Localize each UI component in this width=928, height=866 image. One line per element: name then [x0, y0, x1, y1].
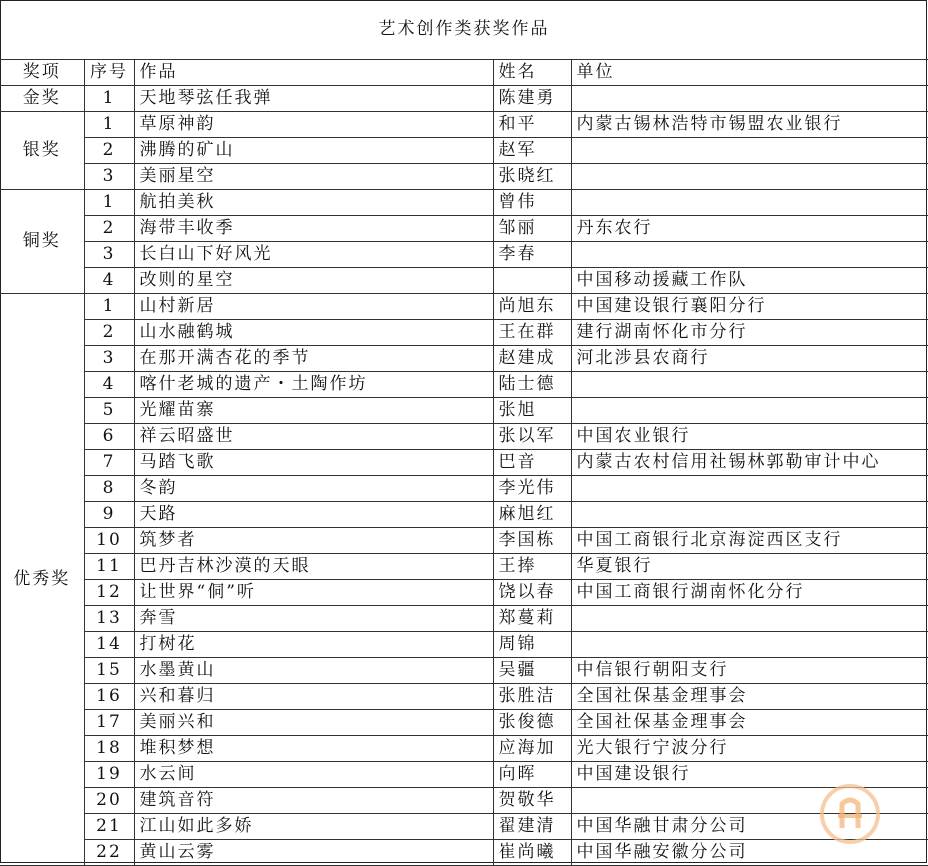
table-row — [0, 710, 928, 736]
table-row — [0, 606, 928, 632]
num-cell: 11 — [84, 554, 134, 580]
unit-cell — [571, 164, 928, 190]
name-cell: 陆士德 — [493, 372, 571, 398]
name-cell: 郑蔓莉 — [493, 606, 571, 632]
unit-cell: 内蒙古农村信用社锡林郭勒审计中心 — [571, 450, 928, 476]
name-cell: 张胜洁 — [493, 684, 571, 710]
num-cell: 5 — [84, 398, 134, 424]
awards-table — [0, 59, 928, 866]
work-cell: 美丽星空 — [134, 164, 493, 190]
name-cell: 曾伟 — [493, 190, 571, 216]
num-cell: 1 — [84, 190, 134, 216]
name-cell: 吴疆 — [493, 658, 571, 684]
work-cell: 天地琴弦任我弹 — [134, 86, 493, 112]
table-row — [0, 424, 928, 450]
table-row — [0, 632, 928, 658]
work-cell: 天路 — [134, 502, 493, 528]
name-cell: 和平 — [493, 112, 571, 138]
num-cell: 1 — [84, 112, 134, 138]
work-cell: 筑梦者 — [134, 528, 493, 554]
table-row — [0, 164, 928, 190]
table-row — [0, 762, 928, 788]
name-cell: 王捧 — [493, 554, 571, 580]
table-row — [0, 684, 928, 710]
num-cell: 10 — [84, 528, 134, 554]
name-cell: 张俊德 — [493, 710, 571, 736]
work-cell: 草原神韵 — [134, 112, 493, 138]
name-cell: 张晓红 — [493, 164, 571, 190]
name-cell: 张以军 — [493, 424, 571, 450]
name-cell: 周锦 — [493, 632, 571, 658]
num-cell: 12 — [84, 580, 134, 606]
name-cell: 贺敬华 — [493, 788, 571, 814]
num-cell: 15 — [84, 658, 134, 684]
num-cell: 21 — [84, 814, 134, 840]
work-cell: 水墨黄山 — [134, 658, 493, 684]
table-row — [0, 554, 928, 580]
unit-cell: 内蒙古锡林浩特市锡盟农业银行 — [571, 112, 928, 138]
num-cell: 2 — [84, 216, 134, 242]
unit-cell: 中国工商银行湖南怀化分行 — [571, 580, 928, 606]
table-header-row — [0, 60, 928, 86]
work-cell: 沸腾的矿山 — [134, 138, 493, 164]
table-row — [0, 216, 928, 242]
unit-cell: 全国社保基金理事会 — [571, 710, 928, 736]
award-cell: 铜奖 — [0, 190, 84, 294]
unit-cell — [571, 86, 928, 112]
table-row — [0, 190, 928, 216]
work-cell: 山水融鹤城 — [134, 320, 493, 346]
unit-cell — [571, 476, 928, 502]
table-row — [0, 294, 928, 320]
num-cell: 2 — [84, 320, 134, 346]
unit-cell: 中国建设银行襄阳分行 — [571, 294, 928, 320]
name-cell: 尚旭东 — [493, 294, 571, 320]
name-cell: 麻旭红 — [493, 502, 571, 528]
header-work: 作品 — [134, 60, 493, 86]
work-cell: 奔雪 — [134, 606, 493, 632]
header-num: 序号 — [84, 60, 134, 86]
table-row — [0, 814, 928, 840]
unit-cell: 中国农业银行 — [571, 424, 928, 450]
table-row — [0, 112, 928, 138]
name-cell: 赵建成 — [493, 346, 571, 372]
num-cell: 13 — [84, 606, 134, 632]
work-cell: 打树花 — [134, 632, 493, 658]
unit-cell — [571, 632, 928, 658]
work-cell: 兴和暮归 — [134, 684, 493, 710]
logo-watermark-icon — [818, 782, 882, 846]
num-cell: 20 — [84, 788, 134, 814]
table-row — [0, 476, 928, 502]
header-unit: 单位 — [571, 60, 928, 86]
table-row — [0, 346, 928, 372]
num-cell: 1 — [84, 294, 134, 320]
num-cell: 7 — [84, 450, 134, 476]
unit-cell: 中国华融安徽分公司 — [571, 840, 928, 866]
unit-cell: 建行湖南怀化市分行 — [571, 320, 928, 346]
num-cell: 17 — [84, 710, 134, 736]
work-cell: 喀什老城的遗产・土陶作坊 — [134, 372, 493, 398]
name-cell: 李国栋 — [493, 528, 571, 554]
unit-cell: 华夏银行 — [571, 554, 928, 580]
unit-cell — [571, 502, 928, 528]
name-cell: 陈建勇 — [493, 86, 571, 112]
num-cell: 16 — [84, 684, 134, 710]
num-cell: 4 — [84, 268, 134, 294]
table-row — [0, 840, 928, 866]
work-cell: 航拍美秋 — [134, 190, 493, 216]
num-cell: 22 — [84, 840, 134, 866]
work-cell: 海带丰收季 — [134, 216, 493, 242]
work-cell: 江山如此多娇 — [134, 814, 493, 840]
work-cell: 祥云昭盛世 — [134, 424, 493, 450]
work-cell: 冬韵 — [134, 476, 493, 502]
table-row — [0, 450, 928, 476]
name-cell: 张旭 — [493, 398, 571, 424]
work-cell: 堆积梦想 — [134, 736, 493, 762]
table-row — [0, 242, 928, 268]
unit-cell — [571, 138, 928, 164]
work-cell: 光耀苗寨 — [134, 398, 493, 424]
table-row — [0, 268, 928, 294]
award-cell: 银奖 — [0, 112, 84, 190]
table-row — [0, 736, 928, 762]
name-cell: 饶以春 — [493, 580, 571, 606]
num-cell: 6 — [84, 424, 134, 450]
num-cell: 4 — [84, 372, 134, 398]
name-cell: 巴音 — [493, 450, 571, 476]
table-row — [0, 528, 928, 554]
unit-cell: 全国社保基金理事会 — [571, 684, 928, 710]
table-row — [0, 658, 928, 684]
name-cell: 邹丽 — [493, 216, 571, 242]
table-row — [0, 788, 928, 814]
name-cell: 王在群 — [493, 320, 571, 346]
page-title: 艺术创作类获奖作品 — [378, 19, 550, 39]
name-cell: 崔尚曦 — [493, 840, 571, 866]
work-cell: 巴丹吉林沙漠的天眼 — [134, 554, 493, 580]
work-cell: 水云间 — [134, 762, 493, 788]
work-cell: 黄山云雾 — [134, 840, 493, 866]
work-cell: 在那开满杏花的季节 — [134, 346, 493, 372]
work-cell: 长白山下好风光 — [134, 242, 493, 268]
unit-cell: 光大银行宁波分行 — [571, 736, 928, 762]
work-cell: 美丽兴和 — [134, 710, 493, 736]
work-cell: 山村新居 — [134, 294, 493, 320]
award-cell: 金奖 — [0, 86, 84, 112]
unit-cell — [571, 606, 928, 632]
unit-cell: 河北涉县农商行 — [571, 346, 928, 372]
num-cell: 3 — [84, 242, 134, 268]
header-award: 奖项 — [0, 60, 84, 86]
name-cell — [493, 268, 571, 294]
unit-cell — [571, 398, 928, 424]
table-row — [0, 320, 928, 346]
header-name: 姓名 — [493, 60, 571, 86]
work-cell: 让世界“侗”听 — [134, 580, 493, 606]
name-cell: 李光伟 — [493, 476, 571, 502]
table-row — [0, 372, 928, 398]
table-row — [0, 398, 928, 424]
unit-cell — [571, 190, 928, 216]
work-cell: 马踏飞歌 — [134, 450, 493, 476]
num-cell: 3 — [84, 164, 134, 190]
num-cell: 19 — [84, 762, 134, 788]
num-cell: 18 — [84, 736, 134, 762]
unit-cell — [571, 372, 928, 398]
work-cell: 建筑音符 — [134, 788, 493, 814]
num-cell: 2 — [84, 138, 134, 164]
name-cell: 翟建清 — [493, 814, 571, 840]
table-row — [0, 502, 928, 528]
unit-cell: 丹东农行 — [571, 216, 928, 242]
num-cell: 9 — [84, 502, 134, 528]
num-cell: 3 — [84, 346, 134, 372]
name-cell: 李春 — [493, 242, 571, 268]
unit-cell: 中国建设银行 — [571, 762, 928, 788]
table-row — [0, 86, 928, 112]
num-cell: 1 — [84, 86, 134, 112]
table-row — [0, 138, 928, 164]
unit-cell: 中信银行朝阳支行 — [571, 658, 928, 684]
name-cell: 应海加 — [493, 736, 571, 762]
unit-cell — [571, 242, 928, 268]
unit-cell: 中国工商银行北京海淀西区支行 — [571, 528, 928, 554]
name-cell: 赵军 — [493, 138, 571, 164]
name-cell: 向晖 — [493, 762, 571, 788]
num-cell: 14 — [84, 632, 134, 658]
unit-cell: 中国移动援藏工作队 — [571, 268, 928, 294]
unit-cell: 中国华融甘肃分公司 — [571, 814, 928, 840]
award-cell: 优秀奖 — [0, 294, 84, 866]
work-cell: 改则的星空 — [134, 268, 493, 294]
table-row — [0, 580, 928, 606]
num-cell: 8 — [84, 476, 134, 502]
